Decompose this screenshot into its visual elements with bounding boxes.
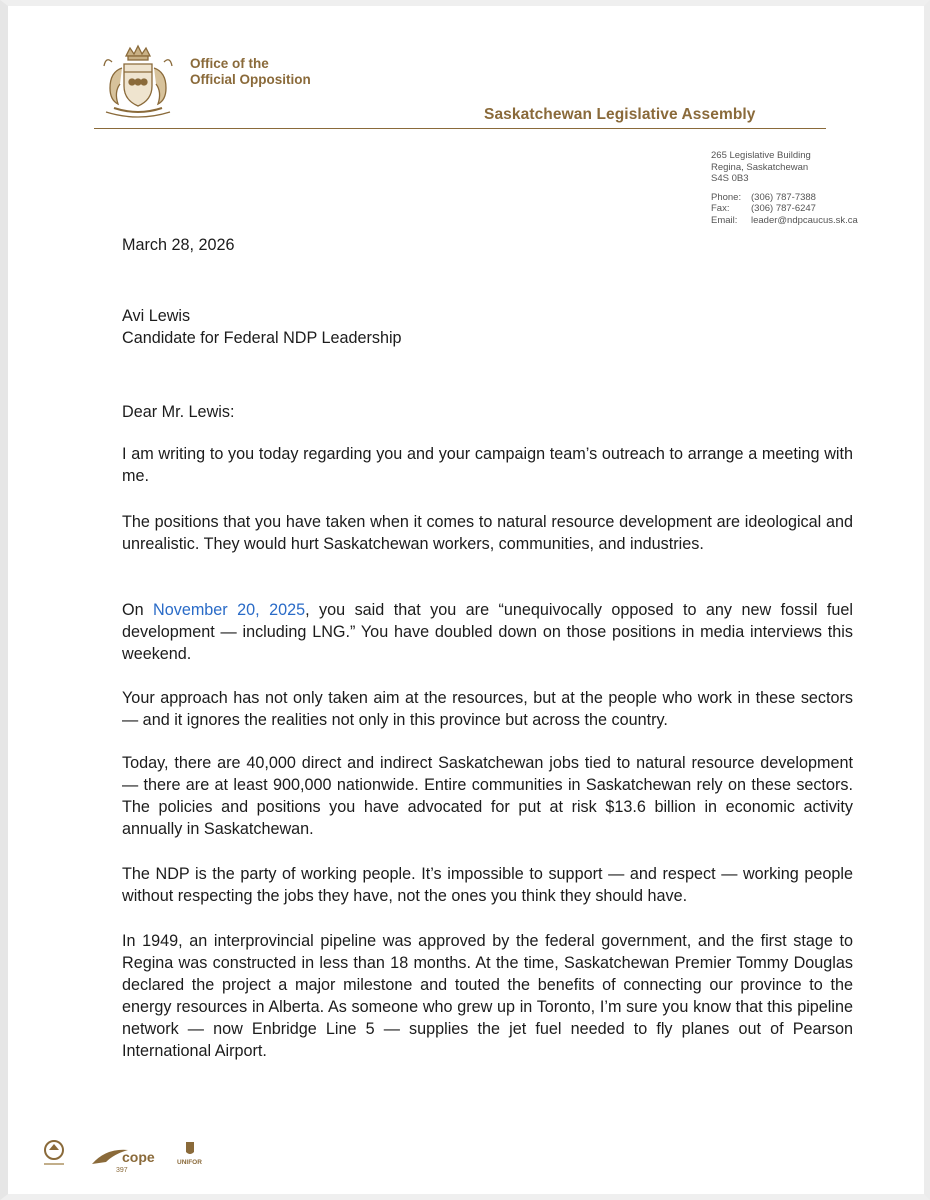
cope-text: cope — [122, 1149, 155, 1165]
office-line-2: Official Opposition — [190, 72, 311, 87]
cope-number: 397 — [116, 1167, 128, 1174]
cope-logo-icon — [92, 1149, 155, 1174]
assembly-name: Saskatchewan Legislative Assembly — [484, 106, 756, 123]
fax-row — [711, 203, 858, 215]
fax-label: Fax: — [711, 203, 730, 215]
date-link[interactable]: November 20, 2025 — [153, 601, 306, 619]
unifor-text: UNIFOR — [177, 1159, 202, 1166]
email-label: Email: — [711, 214, 738, 226]
paragraph-1: I am writing to you today regarding you and your campaign team’s outreach to arrange a meeting with me. — [122, 445, 853, 485]
paragraph-3-lead: On — [122, 601, 154, 619]
recipient-name: Avi Lewis — [122, 307, 191, 325]
address-line-2: Regina, Saskatchewan — [711, 161, 809, 173]
email-row — [711, 215, 858, 227]
office-line-1: Office of the — [190, 56, 269, 71]
address-line-1: 265 Legislative Building — [711, 150, 811, 161]
paragraph-3 — [122, 599, 853, 665]
letter-date: March 28, 2026 — [122, 236, 235, 254]
recipient-block — [122, 305, 402, 349]
recycled-paper-icon — [44, 1141, 64, 1165]
recipient-title: Candidate for Federal NDP Leadership — [122, 329, 402, 347]
email-value[interactable]: leader@ndpcaucus.sk.ca — [751, 214, 858, 226]
phone-label: Phone: — [711, 191, 742, 203]
paragraph-3-rest: , you said that you are “unequivocally opposed to any new fossil fuel development — including LNG.” You have doubled down on those positions in media interviews this weekend. — [122, 601, 853, 663]
address-block — [711, 150, 858, 227]
paragraph-2: The positions that you have taken when it comes to natural resource development are ideological and unrealistic. They would hurt Saskatchewan workers, communities, and industries. — [122, 513, 853, 553]
letterhead-divider — [94, 128, 826, 129]
paragraph-5: Today, there are 40,000 direct and indirect Saskatchewan jobs tied to natural resource development — there are at least 900,000 nationwide. Entire communities in Saskatchewan rely on these sectors. The policies and positions you have advocated for put at risk $13.6 billion in economic activity annually in Saskatchewan. — [122, 754, 853, 838]
paragraph-4: Your approach has not only taken aim at the resources, but at the people who work in these sectors — and it ignores the realities not only in this province but across the country. — [122, 689, 853, 729]
union-logos — [36, 1138, 216, 1178]
phone-value: (306) 787-7388 — [751, 191, 816, 203]
paragraph-7: In 1949, an interprovincial pipeline was approved by the federal government, and the first stage to Regina was constructed in less than 18 months. At the time, Saskatchewan Premier Tommy Douglas declared the project a major milestone and touted the benefits of connecting our province to the energy resources in Alberta. As someone who grew up in Toronto, I’m sure you know that this pipeline network — now Enbridge Line 5 — supplies the jet fuel needed to fly planes out of Pearson International Airport. — [122, 932, 853, 1060]
paragraph-6: The NDP is the party of working people. It’s impossible to support — and respect — working people without respecting the jobs they have, not the ones you think they should have. — [122, 865, 853, 905]
salutation: Dear Mr. Lewis: — [122, 403, 235, 421]
phone-row — [711, 192, 858, 204]
fax-value: (306) 787-6247 — [751, 203, 816, 215]
office-title — [190, 56, 311, 88]
unifor-logo-icon — [177, 1142, 202, 1166]
address-line-3: S4S 0B3 — [711, 173, 749, 185]
coat-of-arms-icon — [96, 42, 180, 122]
